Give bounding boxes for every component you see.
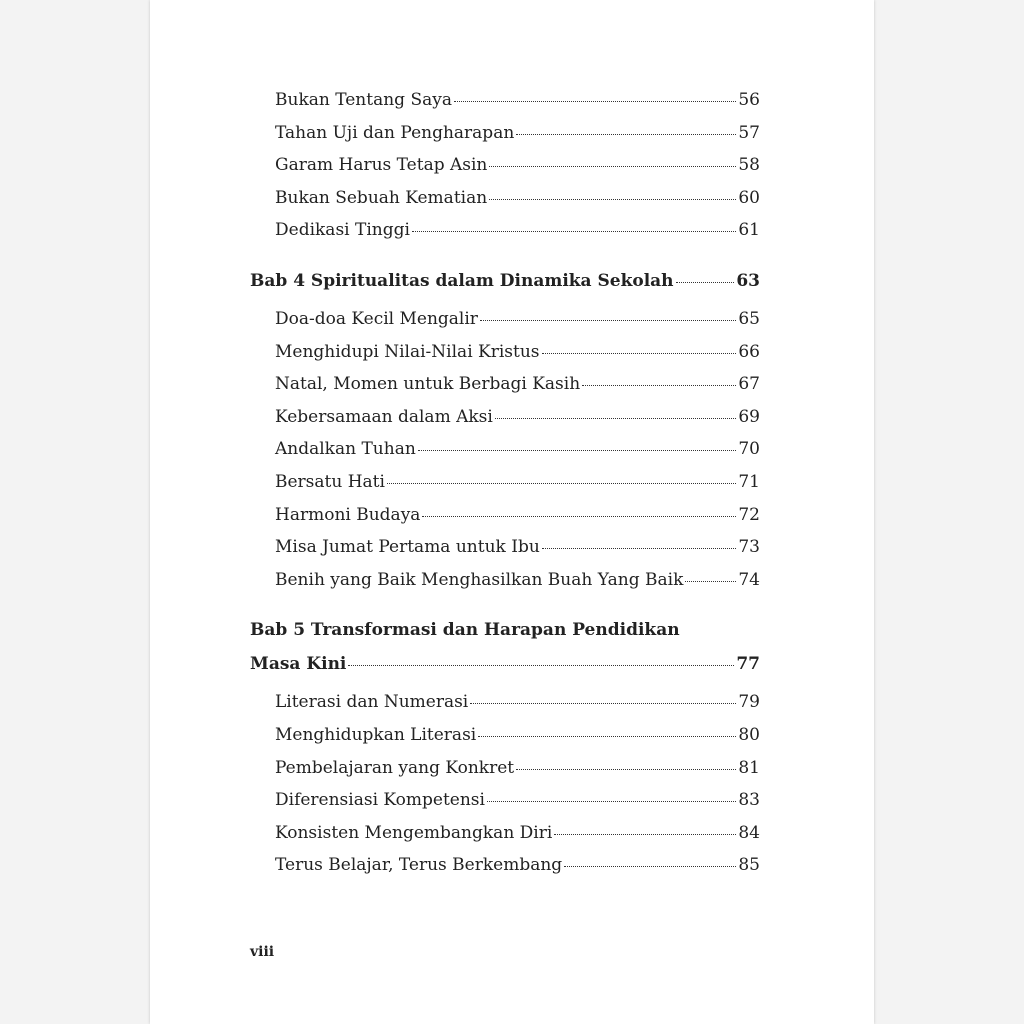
toc-entry: [250, 88, 760, 121]
toc-entry-title: Pembelajaran yang Konkret: [275, 757, 515, 778]
dot-leader: [470, 703, 736, 704]
toc-entry-title: Dedikasi Tinggi: [275, 220, 410, 241]
toc-chapter-heading: [250, 269, 760, 303]
toc-entry: [250, 568, 760, 601]
toc-entry-page: 73: [738, 537, 760, 558]
toc-entry-title: Garam Harus Tetap Asin: [275, 155, 488, 176]
toc-entry-page: 65: [738, 308, 760, 329]
toc-chapter-page: 77: [736, 654, 760, 675]
toc-entry-title: Kebersamaan dalam Aksi: [275, 406, 493, 427]
toc-entry-page: 85: [738, 855, 760, 876]
toc-entry: [250, 121, 760, 154]
dot-leader: [489, 166, 736, 167]
toc-chapter-5: [250, 618, 760, 686]
toc-entry-page: 67: [738, 374, 760, 395]
toc-entry-page: 61: [738, 220, 760, 241]
toc-chapter-4: [250, 269, 760, 303]
dot-leader: [387, 483, 736, 484]
toc-entry: [250, 723, 760, 756]
toc-entry-title: Terus Belajar, Terus Berkembang: [275, 855, 563, 876]
page-number: viii: [250, 944, 275, 960]
toc-entry-page: 69: [738, 406, 760, 427]
toc-entry-title: Literasi dan Numerasi: [275, 692, 469, 713]
dot-leader: [480, 320, 736, 321]
toc-entry: [250, 470, 760, 503]
toc-entry-page: 71: [738, 471, 760, 492]
toc-entry: [250, 437, 760, 470]
toc-chapter-title: Bab 4 Spiritualitas dalam Dinamika Sekolah: [250, 270, 674, 291]
dot-leader: [418, 450, 737, 451]
dot-leader: [487, 801, 736, 802]
toc-entry-page: 66: [738, 341, 760, 362]
dot-leader: [542, 353, 737, 354]
toc-chapter-heading: [250, 652, 760, 686]
toc-chapter-title-line1: Bab 5 Transformasi dan Harapan Pendidikan: [250, 620, 680, 641]
toc-entry-page: 79: [738, 692, 760, 713]
toc-entry-page: 81: [738, 757, 760, 778]
toc-entry-page: 72: [738, 504, 760, 525]
dot-leader: [478, 736, 736, 737]
toc-entry-title: Diferensiasi Kompetensi: [275, 790, 485, 811]
toc-entry-page: 84: [738, 822, 760, 843]
toc-entry-page: 70: [738, 439, 760, 460]
book-page: [150, 0, 874, 1024]
toc-entry-title: Menghidupkan Literasi: [275, 724, 477, 745]
toc-entry-title: Menghidupi Nilai-Nilai Kristus: [275, 341, 540, 362]
toc-entry-title: Tahan Uji dan Pengharapan: [275, 122, 515, 143]
toc-entry: [250, 372, 760, 405]
toc-entry-page: 83: [738, 790, 760, 811]
dot-leader: [412, 231, 736, 232]
dot-leader: [489, 199, 736, 200]
dot-leader: [582, 385, 736, 386]
toc-entry: [250, 756, 760, 789]
dot-leader: [516, 769, 736, 770]
toc-entry-title: Konsisten Mengembangkan Diri: [275, 822, 553, 843]
toc-entry: [250, 340, 760, 373]
toc-entry-title: Benih yang Baik Menghasilkan Buah Yang Baik: [275, 569, 684, 590]
toc-entry: [250, 307, 760, 340]
dot-leader: [422, 516, 736, 517]
toc-entry-title: Bukan Sebuah Kematian: [275, 187, 488, 208]
toc-entry-title: Doa-doa Kecil Mengalir: [275, 308, 478, 329]
dot-leader: [685, 581, 736, 582]
toc-entry-page: 60: [738, 187, 760, 208]
dot-leader: [495, 418, 737, 419]
toc-entry-title: Harmoni Budaya: [275, 504, 421, 525]
dot-leader: [676, 282, 735, 283]
toc-entry: [250, 153, 760, 186]
dot-leader: [554, 834, 736, 835]
toc-entry: [250, 218, 760, 251]
toc-entry-title: Natal, Momen untuk Berbagi Kasih: [275, 374, 581, 395]
toc-entry-title: Misa Jumat Pertama untuk Ibu: [275, 537, 540, 558]
dot-leader: [454, 101, 736, 102]
toc-entry-page: 80: [738, 724, 760, 745]
toc-entry: [250, 821, 760, 854]
toc-entry-page: 74: [738, 569, 760, 590]
dot-leader: [542, 548, 737, 549]
dot-leader: [516, 134, 736, 135]
toc-chapter-title-line2: Masa Kini: [250, 654, 347, 675]
toc-entry-page: 58: [738, 155, 760, 176]
toc-entry: [250, 788, 760, 821]
toc-entry: [250, 503, 760, 536]
dot-leader: [564, 866, 736, 867]
toc-entry-title: Bukan Tentang Saya: [275, 90, 452, 110]
toc-entry: [250, 535, 760, 568]
toc-chapter-page: 63: [736, 270, 760, 291]
toc-entry: [250, 690, 760, 723]
toc-entry-title: Andalkan Tuhan: [275, 439, 416, 460]
toc-entry: [250, 853, 760, 886]
table-of-contents: [250, 88, 760, 886]
dot-leader: [348, 665, 734, 666]
toc-entry: [250, 405, 760, 438]
toc-entry-page: 56: [738, 90, 760, 110]
toc-entry-page: 57: [738, 122, 760, 143]
toc-entry-title: Bersatu Hati: [275, 471, 385, 492]
toc-entry: [250, 186, 760, 219]
